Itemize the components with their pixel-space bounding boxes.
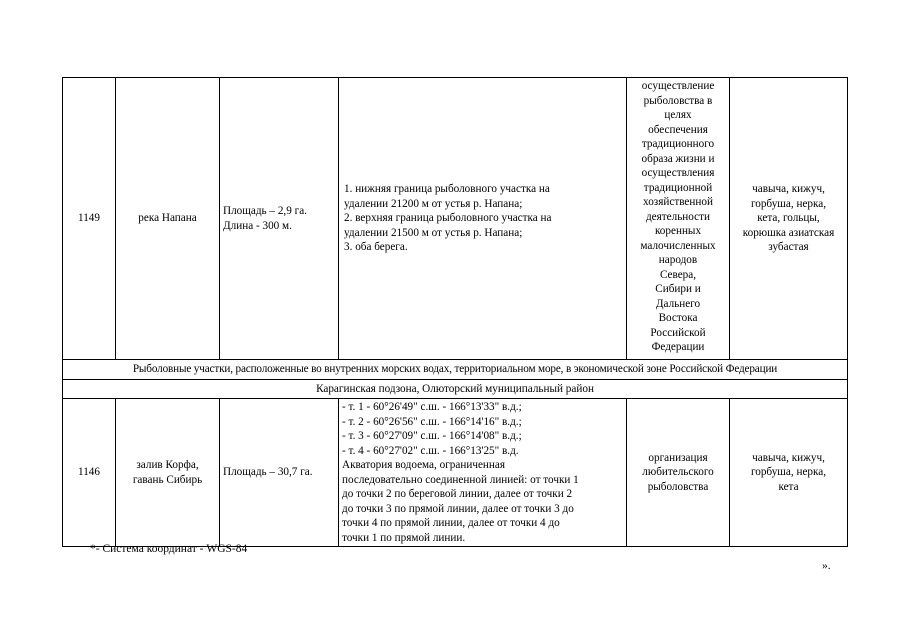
- area-length: Длина - 300 м.: [223, 219, 292, 232]
- purpose-line: Сибири и: [655, 283, 701, 295]
- row-number: 1149: [63, 78, 116, 360]
- boundary-line: 1. нижняя граница рыболовного участка на: [344, 183, 550, 196]
- purpose-line: хозяйственной: [643, 196, 713, 208]
- description-line: последовательно соединенной линией: от точки 1: [342, 473, 579, 486]
- description-line: точки 4 по прямой линии, далее от точки 4 до: [342, 517, 560, 529]
- species-line: чавыча, кижуч,: [752, 451, 825, 464]
- boundaries-cell: [339, 78, 627, 360]
- boundary-line: 3. оба берега.: [344, 241, 408, 254]
- area-size-cell: [220, 78, 339, 360]
- purpose-line: народов: [658, 254, 698, 266]
- description-line: Акватория водоема, ограниченная: [342, 459, 506, 471]
- coordinate-line: - т. 3 - 60°27'09" с.ш. - 166°14'08" в.д.;: [342, 430, 522, 442]
- species-line: горбуша, нерка,: [750, 197, 827, 210]
- area-size: Площадь – 30,7 га.: [220, 399, 339, 547]
- boundary-line: удалении 21200 м от устья р. Напана;: [344, 197, 523, 210]
- purpose-cell: [627, 399, 730, 547]
- purpose-line: Российской: [650, 326, 706, 339]
- purpose-line: традиционной: [643, 181, 713, 194]
- area-name-line: гавань Сибирь: [132, 473, 203, 486]
- purpose-line: организация: [648, 451, 708, 464]
- description-line: точки 1 по прямой линии.: [342, 531, 466, 544]
- table-row: [63, 399, 848, 547]
- section-row: [63, 360, 848, 380]
- area-name-line: залив Корфа,: [136, 459, 199, 471]
- species-cell: [730, 78, 848, 360]
- species-line: зубастая: [768, 241, 809, 254]
- purpose-line: традиционного: [641, 138, 715, 150]
- purpose-line: Востока: [658, 312, 698, 324]
- purpose-line: деятельности: [645, 210, 711, 223]
- area-size: Площадь – 2,9 га.: [223, 205, 307, 217]
- row-number: 1146: [63, 399, 116, 547]
- purpose-line: обеспечения: [648, 123, 708, 136]
- section-title: Рыболовные участки, расположенные во внутренних морских водах, территориальном море, в экономической зоне Российской Федерации: [63, 360, 848, 380]
- purpose-line: рыболовства в: [643, 94, 713, 107]
- boundary-line: удалении 21500 м от устья р. Напана;: [344, 226, 523, 239]
- boundary-line: 2. верхняя граница рыболовного участка на: [344, 212, 552, 225]
- closing-quote-mark: ».: [822, 560, 831, 572]
- description-line: до точки 2 по береговой линии, далее от точки 2: [342, 488, 573, 500]
- subzone-row: [63, 380, 848, 399]
- coordinate-line: - т. 1 - 60°26'49" с.ш. - 166°13'33" в.д.;: [342, 401, 522, 413]
- subzone-title: Карагинская подзона, Олюторский муниципальный район: [63, 380, 848, 399]
- purpose-line: малочисленных: [640, 239, 716, 252]
- coordinate-line: - т. 4 - 60°27'02" с.ш. - 166°13'25" в.д.: [342, 444, 519, 457]
- species-line: чавыча, кижуч,: [752, 183, 825, 196]
- purpose-line: коренных: [654, 225, 702, 237]
- fishing-areas-table: [62, 77, 848, 547]
- purpose-line: Дальнего: [655, 297, 701, 310]
- purpose-line: рыболовства: [647, 480, 709, 493]
- area-name: река Напана: [116, 78, 220, 360]
- purpose-line: Федерации: [651, 341, 705, 353]
- purpose-line: целях: [664, 109, 692, 121]
- species-cell: [730, 399, 848, 547]
- species-line: горбуша, нерка,: [750, 466, 827, 479]
- coordinates-cell: [339, 399, 627, 547]
- species-line: корюшка азиатская: [742, 226, 835, 239]
- table-row: [63, 78, 848, 360]
- coordinate-system-footnote: *- Система координат - WGS-84: [90, 543, 248, 555]
- description-line: до точки 3 по прямой линии, далее от точки 3 до: [342, 502, 574, 515]
- species-line: кета, гольцы,: [757, 212, 820, 225]
- purpose-line: осуществление: [641, 80, 715, 92]
- purpose-line: любительского: [642, 466, 714, 479]
- purpose-line: образа жизни и: [641, 152, 715, 165]
- purpose-line: Севера,: [659, 268, 697, 281]
- purpose-cell: [627, 78, 730, 360]
- species-line: кета: [778, 480, 799, 493]
- area-name-cell: [116, 399, 220, 547]
- purpose-line: осуществления: [641, 167, 715, 179]
- coordinate-line: - т. 2 - 60°26'56" с.ш. - 166°14'16" в.д.;: [342, 415, 522, 428]
